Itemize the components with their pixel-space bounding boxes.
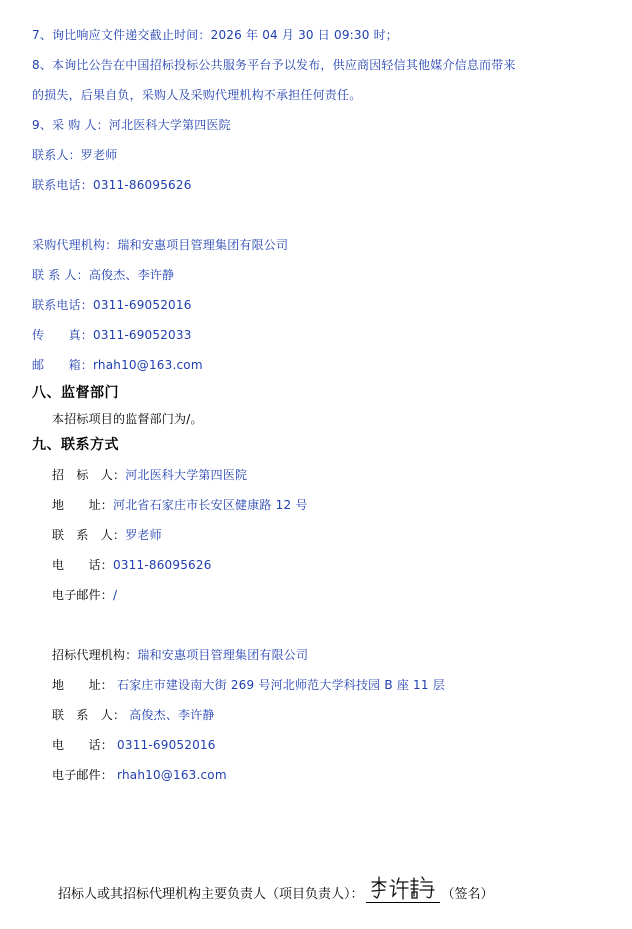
email-label: 电子邮件： xyxy=(52,588,114,602)
agency-contact-row xyxy=(52,708,215,722)
address-value: 河北省石家庄市长安区健康路 12 号 xyxy=(113,498,308,512)
signature-blank xyxy=(366,884,440,903)
signature-prefix: 招标人或其招标代理机构主要负责人（项目负责人）： xyxy=(58,887,364,902)
phone-row xyxy=(52,558,212,572)
notice-publish-line-2: 的损失，后果自负，采购人及采购代理机构不承担任何责任。 xyxy=(32,88,362,102)
agency-email-label: 电子邮件： xyxy=(52,768,114,782)
section-8-body: 本招标项目的监督部门为/。 xyxy=(52,412,203,426)
purchaser-line: 9、采 购 人：河北医科大学第四医院 xyxy=(32,118,231,132)
agency-email-line: 邮 箱：rhah10@163.com xyxy=(32,358,203,372)
purchaser-contact-line: 联系人：罗老师 xyxy=(32,148,118,162)
contact-label: 联 系 人： xyxy=(52,528,126,542)
section-8-heading: 八、监督部门 xyxy=(32,385,119,401)
signature-suffix: （签名） xyxy=(441,887,494,902)
tenderer-row xyxy=(52,468,247,482)
agency-contact-line: 联 系 人：高俊杰、李许静 xyxy=(32,268,175,282)
email-row xyxy=(52,588,117,602)
phone-value: 0311-86095626 xyxy=(113,558,212,572)
email-value: / xyxy=(113,588,118,602)
agency-email-value: rhah10@163.com xyxy=(117,768,227,782)
notice-publish-line-1: 8、本询比公告在中国招标投标公共服务平台予以发布，供应商因轻信其他媒介信息而带来 xyxy=(32,58,516,72)
agency-fax-line: 传 真：0311-69052033 xyxy=(32,328,192,342)
phone-label: 电 话： xyxy=(52,558,114,572)
address-label: 地 址： xyxy=(52,498,114,512)
address-row xyxy=(52,498,308,512)
purchaser-phone-line: 联系电话：0311-86095626 xyxy=(32,178,192,192)
contact-value: 罗老师 xyxy=(125,528,162,542)
agency-address-row xyxy=(52,678,445,692)
signature-row xyxy=(58,884,494,903)
agency-name-value: 瑞和安惠项目管理集团有限公司 xyxy=(137,648,309,662)
contact-row xyxy=(52,528,162,542)
agency-contact-value: 高俊杰、李许静 xyxy=(129,708,215,722)
agency-address-value: 石家庄市建设南大街 269 号河北师范大学科技园 B 座 11 层 xyxy=(117,678,445,692)
tenderer-label: 招 标 人： xyxy=(52,468,126,482)
tenderer-value: 河北医科大学第四医院 xyxy=(125,468,248,482)
section-9-heading: 九、联系方式 xyxy=(32,437,119,453)
agency-phone-label: 电 话： xyxy=(52,738,114,752)
agency-email-row xyxy=(52,768,227,782)
agency-contact-label: 联 系 人： xyxy=(52,708,126,722)
agency-phone-line: 联系电话：0311-69052016 xyxy=(32,298,192,312)
agency-phone-row xyxy=(52,738,216,752)
deadline-line: 7、询比响应文件递交截止时间：2026 年 04 月 30 日 09:30 时； xyxy=(32,28,398,42)
handwritten-signature xyxy=(368,874,438,902)
agency-name-row xyxy=(52,648,308,662)
agency-phone-value: 0311-69052016 xyxy=(117,738,216,752)
agency-address-label: 地 址： xyxy=(52,678,114,692)
agency-line: 采购代理机构：瑞和安惠项目管理集团有限公司 xyxy=(32,238,289,252)
agency-name-label: 招标代理机构： xyxy=(52,648,138,662)
